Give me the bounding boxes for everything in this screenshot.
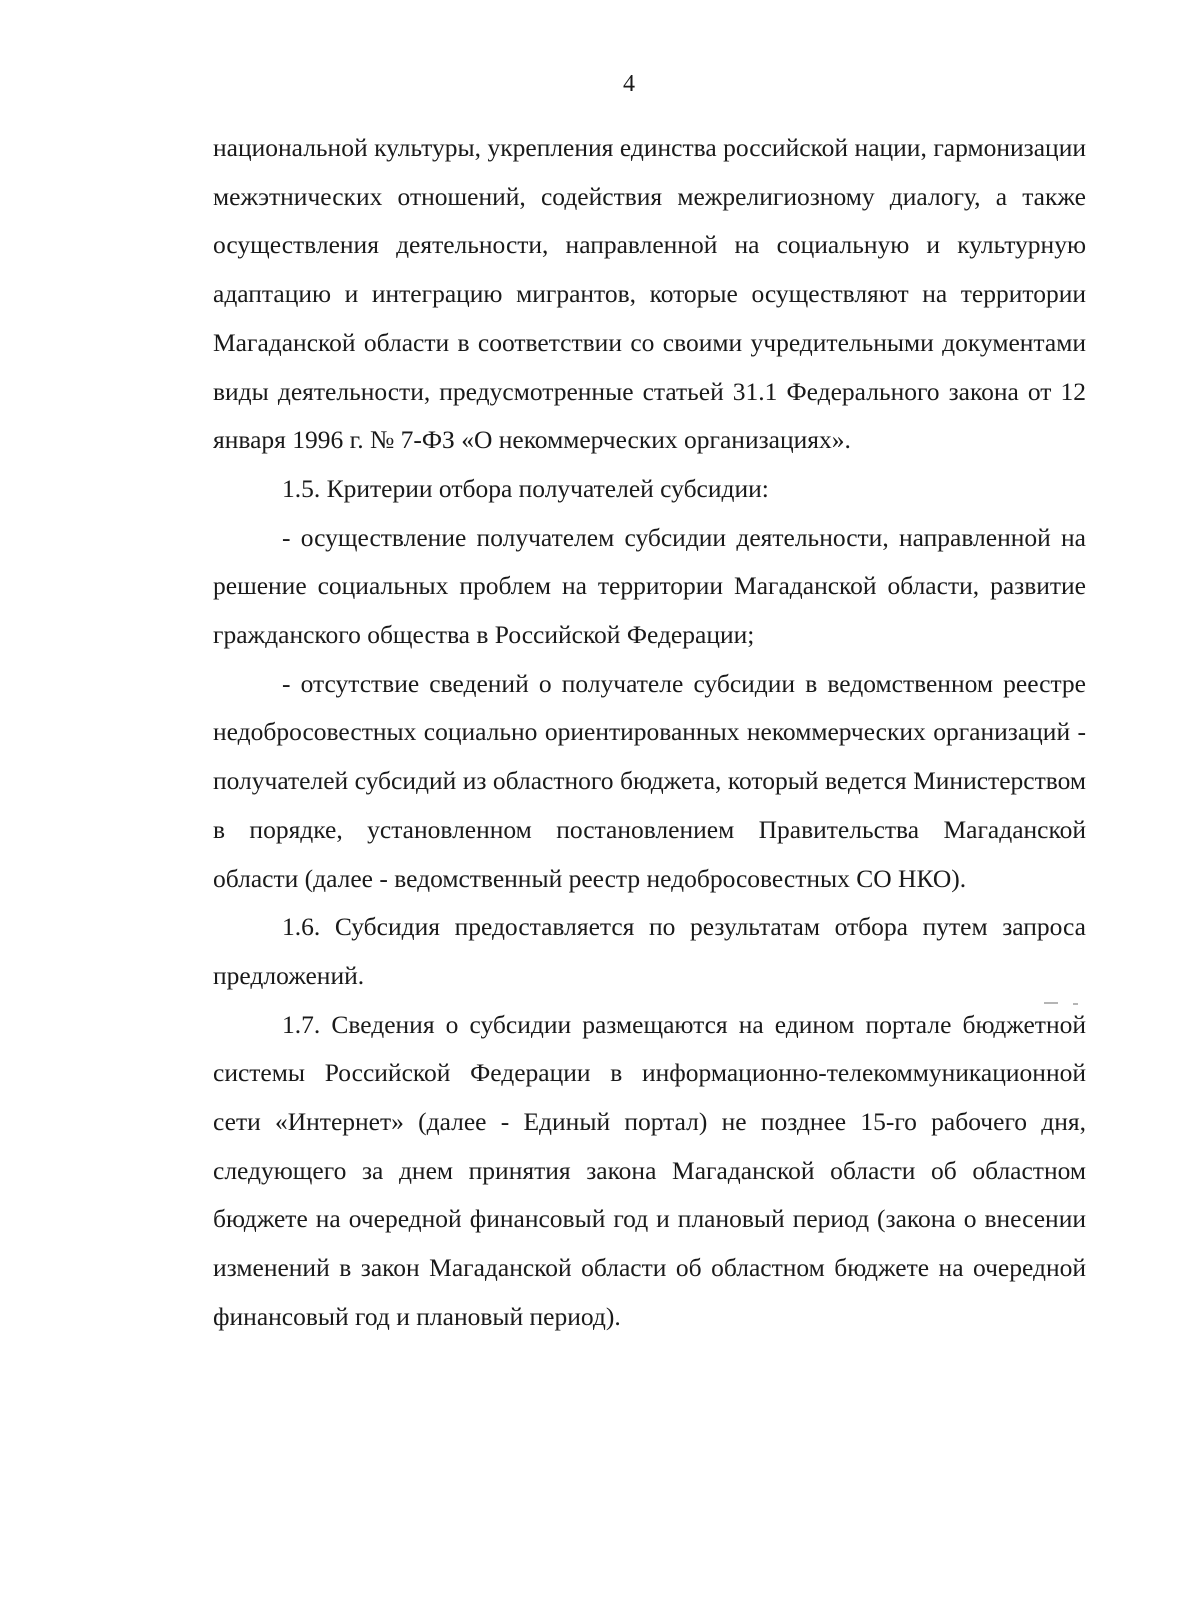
scan-artifact-mark [1073,1003,1078,1005]
page-number: 4 [623,71,635,97]
paragraph-1-7: 1.7. Сведения о субсидии размещаются на едином портале бюджетной системы Российской Федерации в информационно-телекоммуникационной сети «Интернет» (далее - Единый портал) не позднее 15-го рабочего дня, следующего за днем принятия закона Магаданской области об областном бюджете на очередной финансовый год и плановый период (закона о внесении изменений в закон Магаданской области об областном бюджете на очередной финансовый год и плановый период). [213,1009,1086,1331]
paragraph-criterion-activity: - осуществление получателем субсидии деятельности, направленной на решение социальных проблем на территории Магаданской области, развитие гражданского общества в Российской Федерации; [213,522,1086,650]
document-body [213,124,1086,1342]
paragraph-continuation: национальной культуры, укрепления единства российской нации, гармонизации межэтнических отношений, содействия межрелигиозному диалогу, а также осуществления деятельности, направленной на социальную и культурную адаптацию и интеграцию мигрантов, которые осуществляют на территории Магаданской области в соответствии со своими учредительными документами виды деятельности, предусмотренные статьей 31.1 Федерального закона от 12 января 1996 г. № 7-ФЗ «О некоммерческих организациях». [213,133,1086,455]
paragraph-1-6: 1.6. Субсидия предоставляется по результатам отбора путем запроса предложений. [213,912,1086,990]
scan-artifact-mark [1044,1002,1058,1004]
paragraph-criterion-registry: - отсутствие сведений о получателе субсидии в ведомственном реестре недобросовестных социально ориентированных некоммерческих организаций - получателей субсидий из областного бюджета, который ведется Министерством в порядке, установленном постановлением Правительства Магаданской области (далее - ведомственный реестр недобросовестных СО НКО). [213,668,1086,893]
paragraph-1-5-heading: 1.5. Критерии отбора получателей субсидии: [282,473,769,503]
